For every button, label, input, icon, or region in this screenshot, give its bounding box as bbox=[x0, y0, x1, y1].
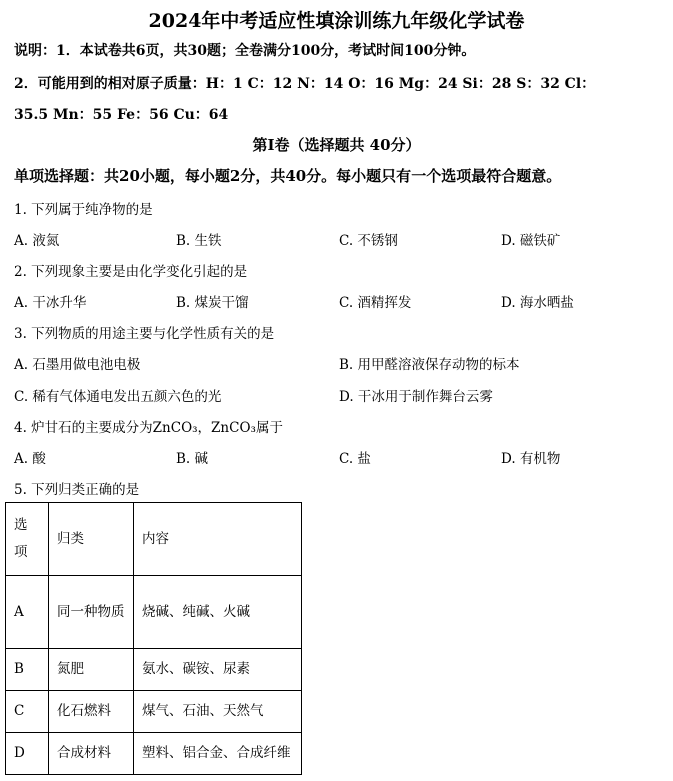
table-cell: 煤气、石油、天然气 bbox=[134, 691, 302, 733]
table-row bbox=[6, 576, 302, 649]
table-row bbox=[6, 649, 302, 691]
question-1-option-a[interactable]: A. 液氮 bbox=[14, 233, 60, 249]
table-row bbox=[6, 733, 302, 775]
section-directions: 单项选择题：共20小题，每小题2分，共40分。每小题只有一个选项最符合题意。 bbox=[14, 167, 562, 185]
table-cell: 氨水、碳铵、尿素 bbox=[134, 649, 302, 691]
question-4-option-d[interactable]: D. 有机物 bbox=[501, 451, 561, 467]
question-2-option-d[interactable]: D. 海水晒盐 bbox=[501, 295, 574, 311]
section-title: 第Ⅰ卷（选择题共 40分） bbox=[252, 136, 421, 154]
classification-table bbox=[5, 502, 302, 775]
table-cell: 烧碱、纯碱、火碱 bbox=[134, 576, 302, 649]
question-4-option-b[interactable]: B. 碱 bbox=[176, 451, 209, 467]
table-cell: A bbox=[6, 576, 49, 649]
table-cell: 合成材料 bbox=[49, 733, 134, 775]
exam-title: 2024年中考适应性填涂训练九年级化学试卷 bbox=[148, 10, 525, 32]
question-2-option-a[interactable]: A. 干冰升华 bbox=[14, 295, 87, 311]
table-header-cell: 选项 bbox=[6, 503, 49, 576]
table-cell: 氮肥 bbox=[49, 649, 134, 691]
question-5-stem: 5. 下列归类正确的是 bbox=[14, 482, 140, 498]
table-cell: 塑料、铝合金、合成纤维 bbox=[134, 733, 302, 775]
table-cell: C bbox=[6, 691, 49, 733]
table-header-cell: 归类 bbox=[49, 503, 134, 576]
table-cell: D bbox=[6, 733, 49, 775]
instructions-line-2: 2．可能用到的相对原子质量：H：1 C：12 N：14 O：16 Mg：24 Si：28 S：32 Cl： bbox=[14, 76, 596, 92]
question-2-option-b[interactable]: B. 煤炭干馏 bbox=[176, 295, 249, 311]
question-1-option-b[interactable]: B. 生铁 bbox=[176, 233, 222, 249]
instructions-line-3: 35.5 Mn：55 Fe：56 Cu：64 bbox=[14, 107, 229, 123]
question-1-option-d[interactable]: D. 磁铁矿 bbox=[501, 233, 561, 249]
question-3-option-d[interactable]: D. 干冰用于制作舞台云雾 bbox=[339, 389, 493, 405]
question-1-stem: 1. 下列属于纯净物的是 bbox=[14, 202, 153, 218]
question-1-option-c[interactable]: C. 不锈钢 bbox=[339, 233, 398, 249]
question-2-stem: 2. 下列现象主要是由化学变化引起的是 bbox=[14, 264, 248, 280]
question-2-option-c[interactable]: C. 酒精挥发 bbox=[339, 295, 412, 311]
table-header-cell: 内容 bbox=[134, 503, 302, 576]
table-row bbox=[6, 691, 302, 733]
question-4-option-a[interactable]: A. 酸 bbox=[14, 451, 46, 467]
question-3-option-c[interactable]: C. 稀有气体通电发出五颜六色的光 bbox=[14, 389, 222, 405]
question-3-option-b[interactable]: B. 用甲醛溶液保存动物的标本 bbox=[339, 357, 520, 373]
table-cell: B bbox=[6, 649, 49, 691]
question-3-option-a[interactable]: A. 石墨用做电池电极 bbox=[14, 357, 141, 373]
table-cell: 同一种物质 bbox=[49, 576, 134, 649]
table-header-row bbox=[6, 503, 302, 576]
question-4-option-c[interactable]: C. 盐 bbox=[339, 451, 371, 467]
instructions-line-1: 说明：1．本试卷共6页，共30题；全卷满分100分，考试时间100分钟。 bbox=[14, 43, 476, 59]
table-cell: 化石燃料 bbox=[49, 691, 134, 733]
question-3-stem: 3. 下列物质的用途主要与化学性质有关的是 bbox=[14, 326, 275, 342]
question-4-stem: 4. 炉甘石的主要成分为ZnCO₃，ZnCO₃属于 bbox=[14, 420, 283, 436]
